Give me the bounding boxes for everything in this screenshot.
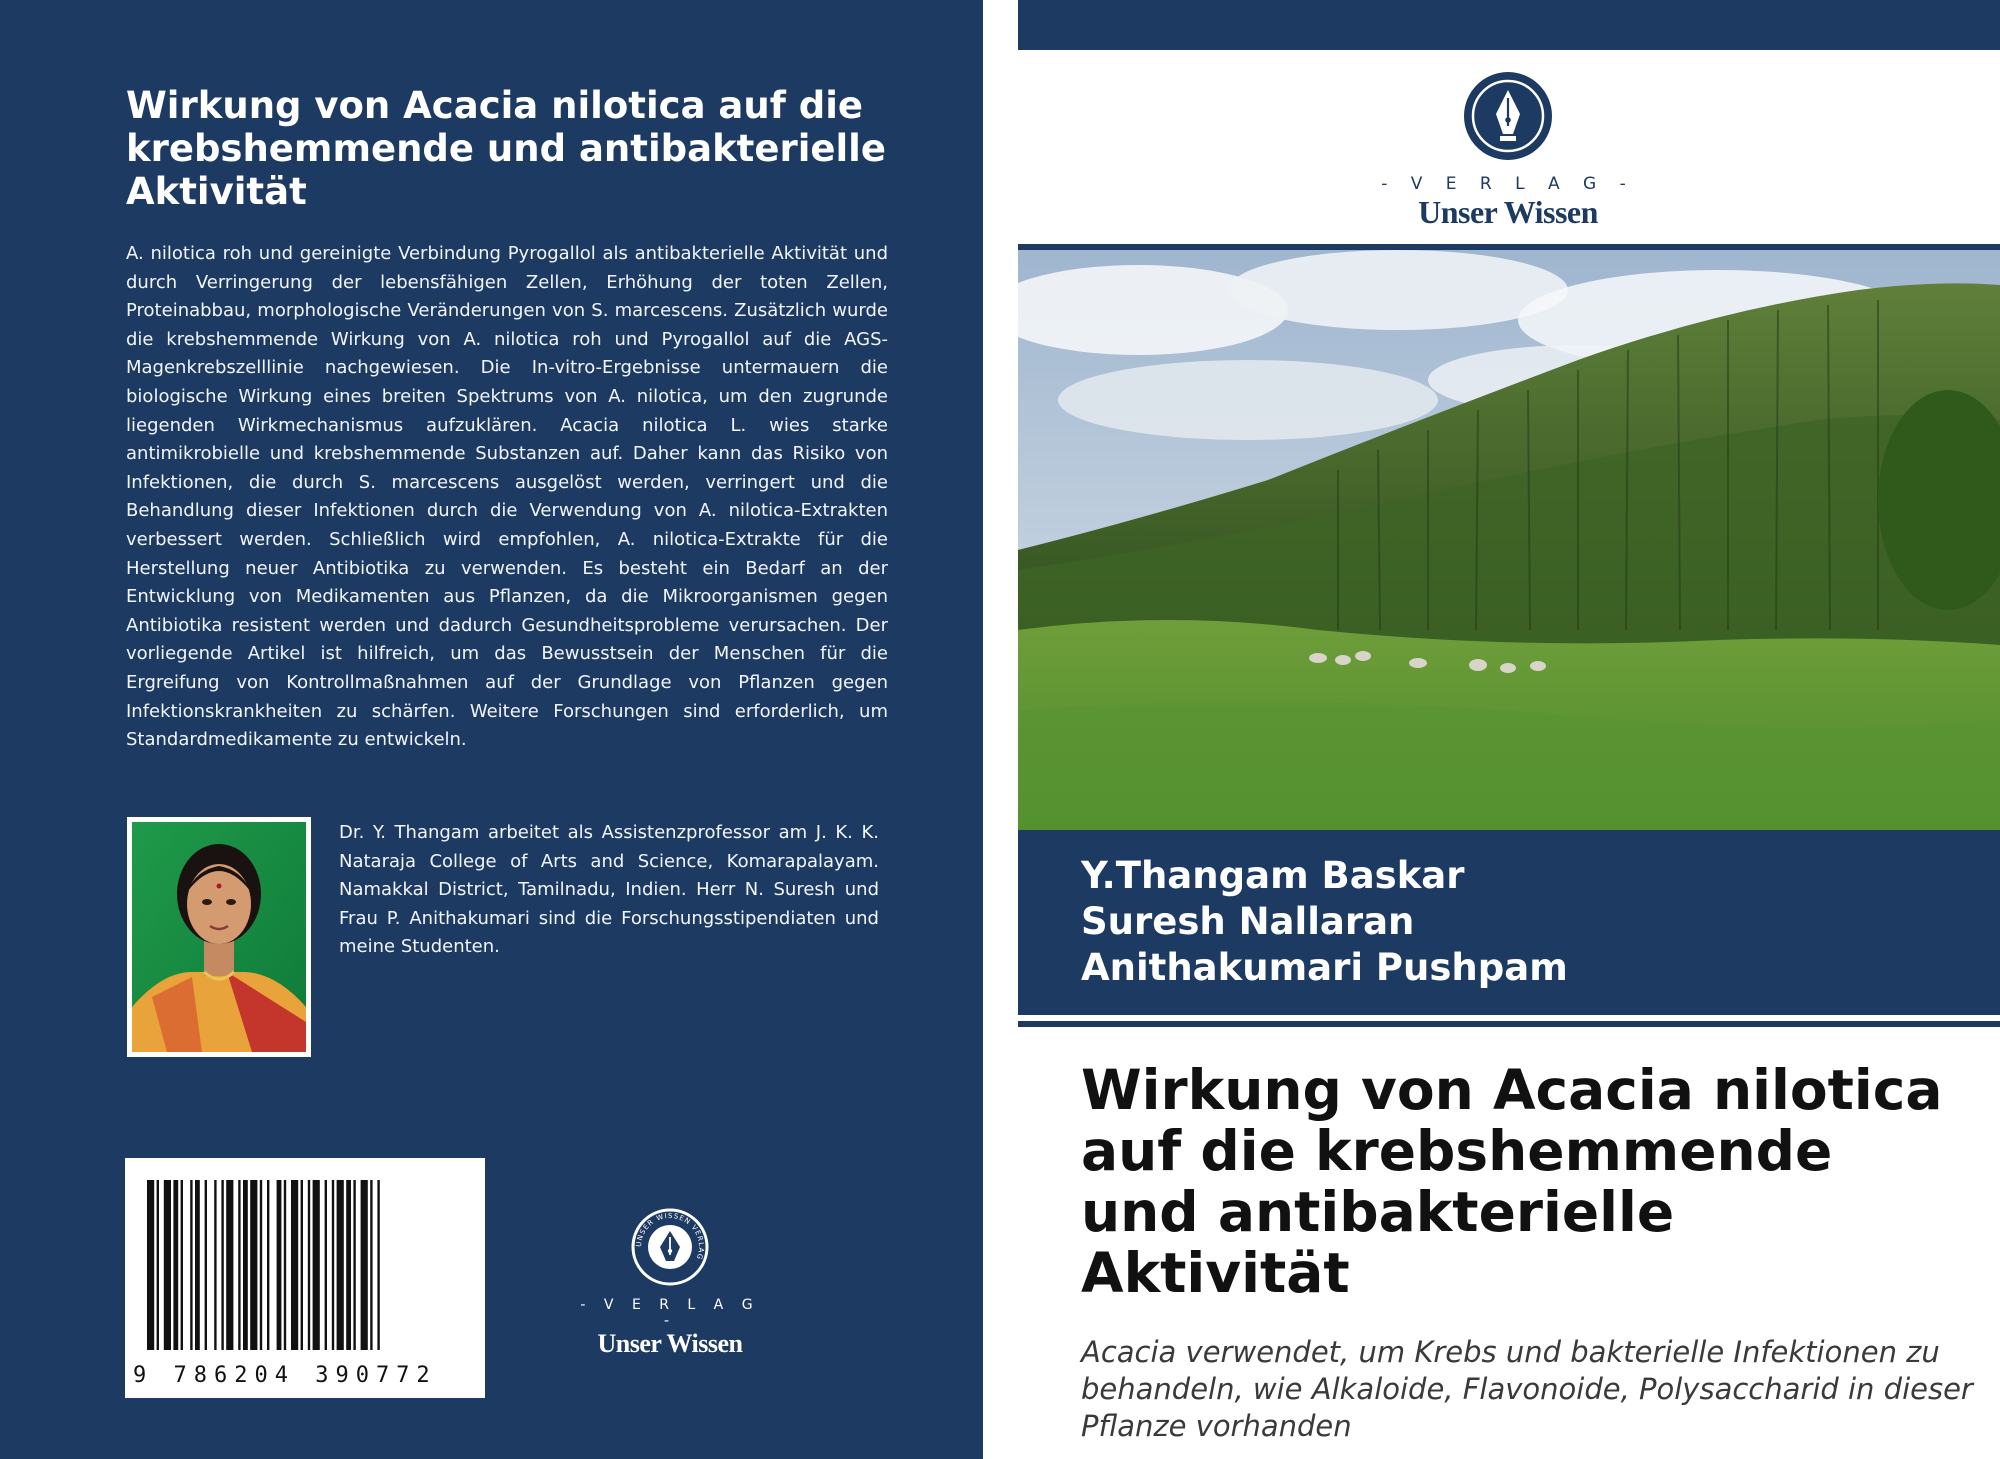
author-bio: Dr. Y. Thangam arbeitet als Assistenzprofessor am J. K. K. Nataraja College of Arts and Science, Komarapalayam. Namakkal District, Tamilnadu, Indien. Herr N. Suresh und Frau P. Anithakumari sind die Forschungsstipendiaten und meine Studenten. — [339, 822, 879, 958]
fountain-pen-nib-icon — [630, 1207, 710, 1287]
divider-stripe — [1018, 1021, 2000, 1027]
author-name-3: Anithakumari Pushpam — [1081, 946, 1568, 989]
cover-photo — [1018, 250, 2000, 830]
back-cover-blurb: A. nilotica roh und gereinigte Verbindung Pyrogallol als antibakterielle Aktivität und durch Verringerung der lebensfähigen Zellen, Erhöhung der toten Zellen, Proteinabbau, morphologische Veränderungen von S. marcescens. Zusätzlich wurde die krebshemmende Wirkung von A. nilotica roh und Pyrogallol auf die AGS-Magenkrebszelllinie nachgewiesen. Die In-vitro-Ergebnisse untermauern die biologische Wirkung eines breiten Spektrums von A. nilotica, um den zugrunde liegenden Wirkmechanismus aufzuklären. Acacia nilotica L. wies starke antimikrobielle und krebshemmende Substanzen auf. Daher kann das Risiko von Infektionen, die durch S. marcescens ausgelöst werden, verringert und die Behandlung dieser Infektionen durch die Verwendung von A. nilotica-Extrakten verbessert werden. Schließlich wird empfohlen, A. nilotica-Extrakte für die Herstellung neuer Antibiotika zu verwenden. Es besteht ein Bedarf an der Entwicklung von Medikamenten aus Pflanzen, da die Mikroorganismen gegen Antibiotika resistent werden und dadurch Gesundheitsprobleme verursachen. Der vorliegende Artikel ist hilfreich, um das Bewusstsein der Menschen für die Ergreifung von Kontrollmaßnahmen auf der Grundlage von Pflanzen gegen Infektionskrankheiten zu schärfen. Weitere Forschungen sind erforderlich, um Standardmedikamente zu entwickeln. — [126, 243, 888, 751]
front-publisher-logo — [1378, 70, 1638, 231]
barcode-bars — [125, 1158, 485, 1358]
logo-publisher-name: Unser Wissen — [1418, 194, 1598, 230]
front-cover-subtitle: Acacia verwendet, um Krebs und bakterielle Infektionen zu behandeln, wie Alkaloide, Flavonoide, Polysaccharid in dieser Pflanze vorhanden — [1081, 1335, 1973, 1443]
author-name-2: Suresh Nallaran — [1081, 900, 1415, 943]
logo-publisher-name: Unser Wissen — [597, 1329, 743, 1358]
isbn-barcode — [125, 1158, 485, 1398]
author-photo — [127, 817, 311, 1057]
logo-verlag-text: - V E R L A G - — [580, 1297, 760, 1329]
logo-verlag-text: - V E R L A G - — [1381, 174, 1635, 194]
author-name-1: Y.Thangam Baskar — [1081, 854, 1465, 897]
front-cover-title: Wirkung von Acacia nilotica auf die krebshemmende und antibakterielle Aktivität — [1081, 1058, 1943, 1305]
front-cover — [1018, 0, 2000, 1459]
authors-band — [1018, 830, 2000, 1015]
book-spine — [983, 0, 1018, 1459]
top-color-band — [1018, 0, 2000, 50]
logo-ring-text: UNSER WISSEN VERLAG — [634, 1211, 706, 1262]
back-cover — [0, 0, 983, 1459]
isbn-number: 9 786204 390772 — [133, 1363, 437, 1388]
back-publisher-logo — [580, 1207, 760, 1359]
fountain-pen-nib-icon — [1462, 70, 1554, 162]
back-cover-title: Wirkung von Acacia nilotica auf die krebshemmende und antibakterielle Aktivität — [126, 84, 886, 213]
